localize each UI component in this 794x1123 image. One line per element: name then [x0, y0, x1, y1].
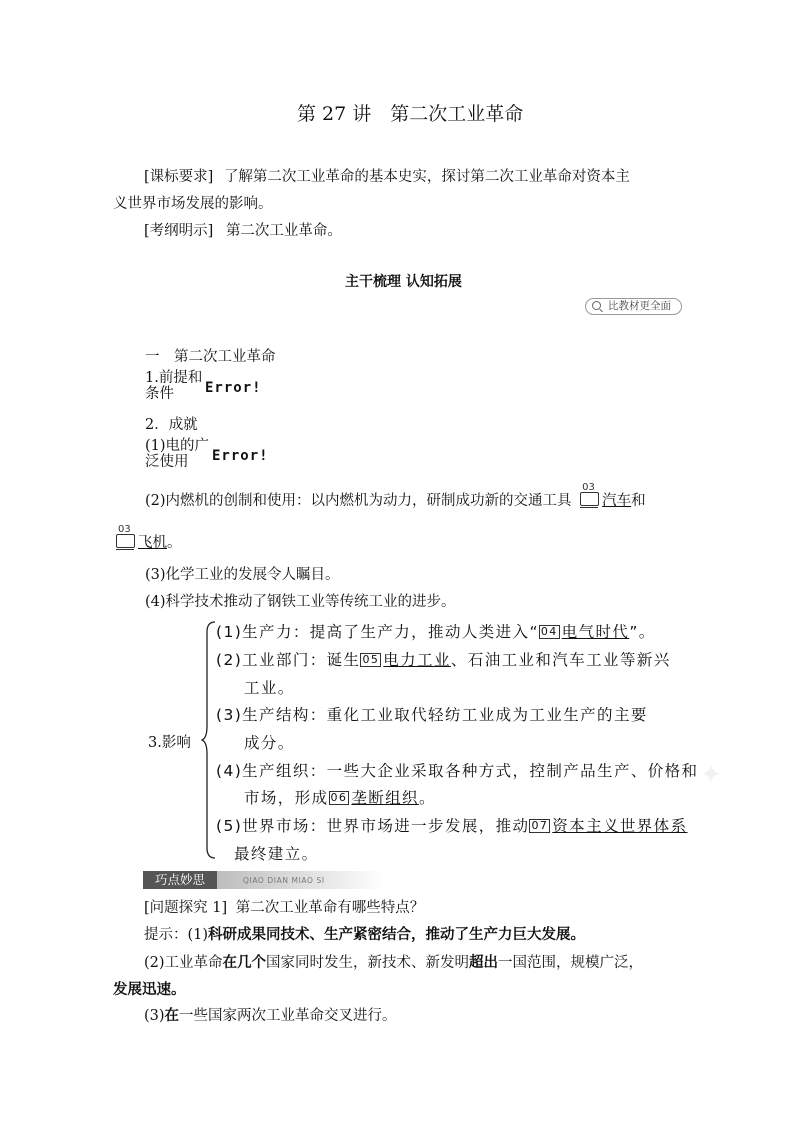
impact-line5 — [216, 814, 687, 836]
sub1-line2: 泛使用 — [145, 454, 189, 470]
outline-label: [考纲明示] — [144, 223, 214, 239]
hint3-text-b: 在 — [164, 1007, 180, 1024]
curriculum-line2: 义世界市场发展的影响。 — [113, 196, 273, 212]
hint2-num: (2) — [144, 955, 165, 971]
hint3-line — [144, 1004, 397, 1025]
page-title: 第 27 讲 第二次工业革命 — [297, 103, 524, 125]
hint1-text: 科研成果同技术、生产紧密结合，推动了生产力巨大发展。 — [208, 926, 586, 943]
answer-number-icon — [116, 524, 136, 549]
answer-monopoly: 垄断组织 — [351, 789, 419, 807]
item1-label — [145, 370, 202, 402]
impact-l2-post: 、石油工业和汽车工业等新兴 — [450, 651, 671, 669]
impact-l1-post: ”。 — [629, 623, 656, 641]
item1-line1: 1.前提和 — [145, 370, 203, 386]
item1-error: Error! — [205, 380, 262, 396]
curriculum-text1: 了解第二次工业革命的基本史实，探讨第二次工业革命对资本主 — [223, 169, 630, 185]
impact-l2-pre: (2)工业部门：诞生 — [216, 651, 361, 669]
tips-bar — [143, 871, 385, 889]
answer-electric-age: 电气时代 — [561, 623, 630, 641]
hint2-line — [144, 951, 643, 972]
item2-heading: 2．成就 — [145, 417, 198, 433]
hint-prefix: 提示： — [144, 927, 188, 943]
sub1-label — [145, 438, 209, 470]
hint2-text-c: 在几个 — [222, 954, 267, 971]
sub3: (3)化学工业的发展令人瞩目。 — [145, 567, 340, 583]
answer-number-box: 04 — [540, 625, 558, 638]
hint3-num: (3) — [144, 1008, 165, 1024]
curriculum-label: [课标要求] — [144, 169, 214, 185]
question-line — [144, 896, 424, 917]
answer-number-icon — [580, 482, 600, 507]
sub2-text: (2)内燃机的创制和使用：以内燃机为动力，研制成功新的交通工具 — [145, 493, 572, 509]
answer-world-system: 资本主义世界体系 — [552, 817, 688, 835]
impact-l4-post: 。 — [418, 789, 436, 807]
impact-label: 3.影响 — [148, 735, 191, 751]
item1-line2: 条件 — [145, 386, 174, 402]
sub2-end: 。 — [167, 535, 182, 551]
sub4: (4)科学技术推动了钢铁工业等传统工业的进步。 — [145, 594, 456, 610]
section-heading: 主干梳理 认知拓展 — [345, 274, 462, 290]
watermark: ✦ — [700, 760, 722, 790]
search-icon — [592, 301, 601, 310]
hint2-line2: 发展迅速。 — [113, 981, 186, 998]
compare-pill[interactable] — [585, 298, 682, 315]
sub2-and: 和 — [631, 493, 646, 509]
tips-label: 巧点妙思 — [143, 871, 217, 889]
hint1-line — [144, 923, 585, 944]
answer-car: 汽车 — [602, 493, 632, 509]
hint2-text-f: 一 — [498, 955, 513, 971]
question-label: [问题探究 1] — [144, 900, 228, 916]
sub2-line2 — [116, 524, 182, 552]
impact-line4: (4)生产组织：一些大企业采取各种方式，控制产品生产、价格和 — [216, 762, 699, 780]
impact-l4-pre: 市场，形成 — [244, 789, 329, 807]
curriculum-line1 — [144, 165, 630, 186]
impact-l5-pre: (5)世界市场：世界市场进一步发展，推动 — [216, 817, 530, 835]
hint2-text-b: 工业革命 — [164, 955, 223, 971]
answer-power-industry: 电力工业 — [383, 651, 451, 669]
impact-line4-cont — [244, 786, 436, 808]
outline-text: 第二次工业革命。 — [225, 223, 342, 239]
impact-line2-cont: 工业。 — [244, 679, 295, 697]
hint2-text-e: 超出 — [469, 954, 499, 971]
hint2-text-g: 国范围，规模广泛， — [512, 955, 644, 971]
impact-line2 — [216, 648, 671, 670]
answer-number: 03 — [118, 524, 131, 535]
answer-plane: 飞机 — [138, 535, 167, 551]
answer-number: 03 — [582, 482, 595, 493]
hint3-text-c: 一些国家两次工业革命交叉进行。 — [179, 1008, 397, 1024]
impact-l1-pre: (1)生产力：提高了生产力，推动人类进入“ — [216, 623, 539, 641]
hint2-text-d: 国家同时发生，新技术、新发明 — [266, 955, 470, 971]
answer-number-box: 07 — [531, 819, 549, 832]
impact-line1 — [216, 620, 656, 642]
hint1-num: (1) — [187, 927, 209, 943]
answer-number-box: 05 — [362, 653, 380, 666]
sub1-line1: (1)电的广 — [145, 438, 210, 454]
question-text: 第二次工业革命有哪些特点？ — [235, 900, 425, 916]
impact-line3: (3)生产结构：重化工业取代轻纺工业成为工业生产的主要 — [216, 706, 648, 724]
impact-line3-cont: 成分。 — [244, 734, 295, 752]
sub1-error: Error! — [212, 448, 269, 464]
sub2-line — [145, 482, 646, 510]
tips-pinyin: QIAO DIAN MIAO SI — [243, 876, 325, 885]
brace-icon — [201, 620, 217, 860]
part1-heading: 一 第二次工业革命 — [145, 349, 276, 365]
outline-line — [144, 219, 342, 240]
answer-number-box: 06 — [330, 791, 348, 804]
impact-line5-cont: 最终建立。 — [234, 845, 319, 863]
compare-pill-label: 比教材更全面 — [608, 300, 671, 312]
